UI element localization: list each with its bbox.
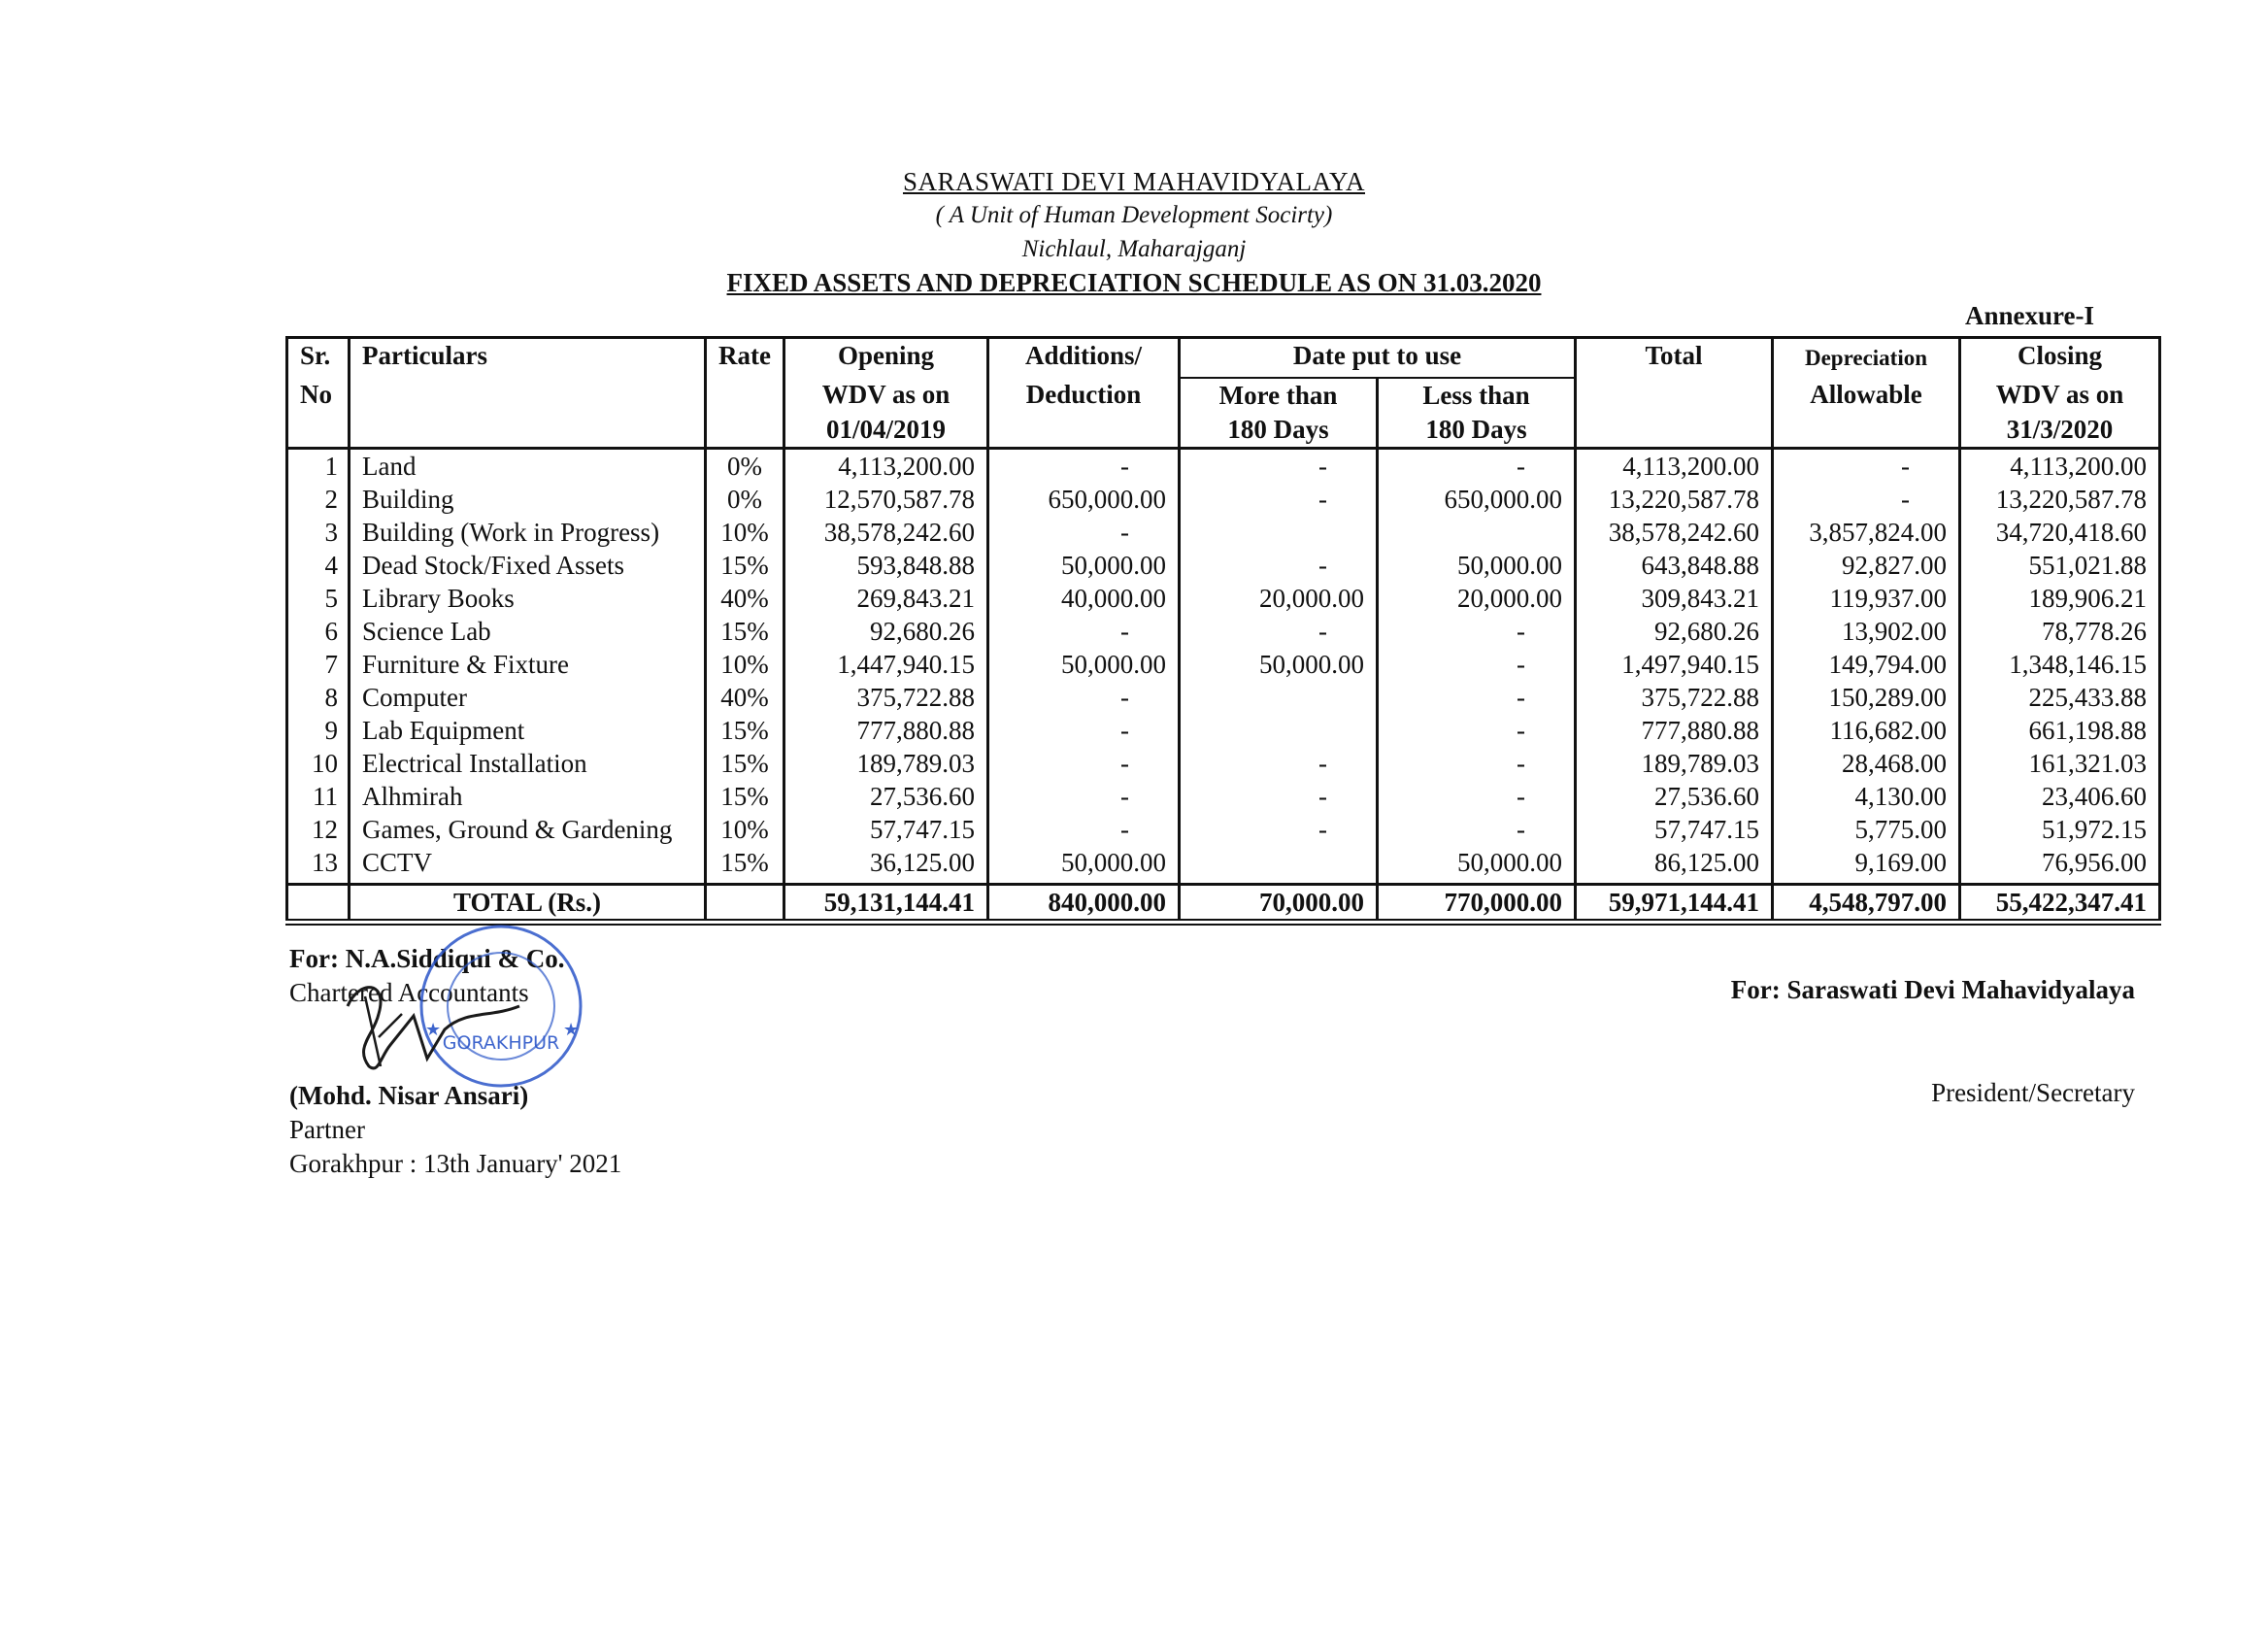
row-particulars: Lab Equipment bbox=[350, 714, 706, 747]
row-total: 86,125.00 bbox=[1575, 846, 1772, 885]
header-less-than: Less than bbox=[1377, 378, 1575, 413]
row-total: 92,680.26 bbox=[1575, 615, 1772, 648]
total-depreciation: 4,548,797.00 bbox=[1772, 885, 1959, 923]
row-more-than-180 bbox=[1179, 516, 1377, 549]
row-rate: 40% bbox=[706, 582, 784, 615]
row-additions: 50,000.00 bbox=[987, 648, 1179, 681]
row-particulars: Computer bbox=[350, 681, 706, 714]
stamp-star-left: ★ bbox=[425, 1020, 442, 1039]
header-rate: Rate bbox=[706, 338, 784, 379]
table-row bbox=[287, 747, 2160, 780]
row-more-than-180 bbox=[1179, 714, 1377, 747]
row-additions: - bbox=[987, 615, 1179, 648]
college-signatory: For: Saraswati Devi Mahavidyalaya bbox=[1730, 975, 2135, 1004]
row-closing-wdv: 4,113,200.00 bbox=[1959, 449, 2159, 484]
row-rate: 15% bbox=[706, 615, 784, 648]
row-opening-wdv: 593,848.88 bbox=[784, 549, 987, 582]
row-depreciation: - bbox=[1772, 449, 1959, 484]
header-rate-blank2 bbox=[706, 413, 784, 449]
header-particulars: Particulars bbox=[350, 338, 706, 379]
row-opening-wdv: 375,722.88 bbox=[784, 681, 987, 714]
row-additions: - bbox=[987, 780, 1179, 813]
row-sr: 4 bbox=[287, 549, 350, 582]
total-additions: 840,000.00 bbox=[987, 885, 1179, 923]
row-opening-wdv: 57,747.15 bbox=[784, 813, 987, 846]
auditor-firm: For: N.A.Siddiqui & Co. bbox=[289, 944, 565, 973]
row-rate: 10% bbox=[706, 648, 784, 681]
auditor-role: Chartered Accountants bbox=[289, 978, 529, 1007]
row-sr: 3 bbox=[287, 516, 350, 549]
org-name: SARASWATI DEVI MAHAVIDYALAYA bbox=[902, 167, 1366, 196]
total-more-than: 70,000.00 bbox=[1179, 885, 1377, 923]
row-depreciation: - bbox=[1772, 483, 1959, 516]
table-row bbox=[287, 714, 2160, 747]
table-row bbox=[287, 846, 2160, 885]
row-additions: - bbox=[987, 681, 1179, 714]
row-rate: 15% bbox=[706, 714, 784, 747]
row-particulars: Library Books bbox=[350, 582, 706, 615]
row-opening-wdv: 777,880.88 bbox=[784, 714, 987, 747]
header-additions: Additions/ bbox=[987, 338, 1179, 379]
row-less-than-180: 50,000.00 bbox=[1377, 549, 1575, 582]
header-total: Total bbox=[1575, 338, 1772, 379]
table-row bbox=[287, 582, 2160, 615]
row-less-than-180: - bbox=[1377, 813, 1575, 846]
row-total: 13,220,587.78 bbox=[1575, 483, 1772, 516]
row-closing-wdv: 189,906.21 bbox=[1959, 582, 2159, 615]
row-more-than-180: - bbox=[1179, 747, 1377, 780]
row-sr: 9 bbox=[287, 714, 350, 747]
row-rate: 15% bbox=[706, 747, 784, 780]
row-additions: 40,000.00 bbox=[987, 582, 1179, 615]
row-additions: - bbox=[987, 813, 1179, 846]
partner-name: (Mohd. Nisar Ansari) bbox=[289, 1081, 529, 1110]
row-opening-wdv: 38,578,242.60 bbox=[784, 516, 987, 549]
row-less-than-180: 650,000.00 bbox=[1377, 483, 1575, 516]
row-opening-wdv: 1,447,940.15 bbox=[784, 648, 987, 681]
row-depreciation: 150,289.00 bbox=[1772, 681, 1959, 714]
row-closing-wdv: 51,972.15 bbox=[1959, 813, 2159, 846]
row-closing-wdv: 1,348,146.15 bbox=[1959, 648, 2159, 681]
row-depreciation: 4,130.00 bbox=[1772, 780, 1959, 813]
row-additions: - bbox=[987, 449, 1179, 484]
row-depreciation: 92,827.00 bbox=[1772, 549, 1959, 582]
row-sr: 13 bbox=[287, 846, 350, 885]
row-more-than-180 bbox=[1179, 846, 1377, 885]
row-less-than-180 bbox=[1377, 516, 1575, 549]
row-less-than-180: - bbox=[1377, 449, 1575, 484]
row-additions: - bbox=[987, 516, 1179, 549]
row-total: 777,880.88 bbox=[1575, 714, 1772, 747]
row-particulars: CCTV bbox=[350, 846, 706, 885]
header-total-blank bbox=[1575, 378, 1772, 413]
row-less-than-180: - bbox=[1377, 714, 1575, 747]
table-row bbox=[287, 615, 2160, 648]
row-depreciation: 119,937.00 bbox=[1772, 582, 1959, 615]
header-closing-line2: WDV as on bbox=[1959, 378, 2159, 413]
header-less-days: 180 Days bbox=[1377, 413, 1575, 449]
row-additions: - bbox=[987, 747, 1179, 780]
row-particulars: Science Lab bbox=[350, 615, 706, 648]
header-additions-line2: Deduction bbox=[987, 378, 1179, 413]
row-sr: 7 bbox=[287, 648, 350, 681]
row-particulars: Furniture & Fixture bbox=[350, 648, 706, 681]
auditor-stamp-and-signature bbox=[320, 921, 621, 1095]
row-sr: 10 bbox=[287, 747, 350, 780]
table-row bbox=[287, 516, 2160, 549]
row-less-than-180: - bbox=[1377, 615, 1575, 648]
row-opening-wdv: 36,125.00 bbox=[784, 846, 987, 885]
stamp-star-right: ★ bbox=[563, 1020, 580, 1039]
header-depreciation-line2: Allowable bbox=[1772, 378, 1959, 413]
row-depreciation: 116,682.00 bbox=[1772, 714, 1959, 747]
total-rate-blank bbox=[706, 885, 784, 923]
row-closing-wdv: 34,720,418.60 bbox=[1959, 516, 2159, 549]
header-sr: Sr. bbox=[287, 338, 350, 379]
total-closing: 55,422,347.41 bbox=[1959, 885, 2159, 923]
row-rate: 10% bbox=[706, 516, 784, 549]
row-particulars: Dead Stock/Fixed Assets bbox=[350, 549, 706, 582]
table-row bbox=[287, 681, 2160, 714]
row-total: 189,789.03 bbox=[1575, 747, 1772, 780]
row-less-than-180: - bbox=[1377, 648, 1575, 681]
row-depreciation: 149,794.00 bbox=[1772, 648, 1959, 681]
header-additions-blank bbox=[987, 413, 1179, 449]
header-particulars-blank2 bbox=[350, 413, 706, 449]
row-particulars: Alhmirah bbox=[350, 780, 706, 813]
header-depreciation: Depreciation bbox=[1772, 338, 1959, 379]
annexure-label: Annexure-I bbox=[1965, 301, 2095, 330]
row-rate: 15% bbox=[706, 549, 784, 582]
row-closing-wdv: 551,021.88 bbox=[1959, 549, 2159, 582]
row-opening-wdv: 4,113,200.00 bbox=[784, 449, 987, 484]
row-total: 38,578,242.60 bbox=[1575, 516, 1772, 549]
row-rate: 15% bbox=[706, 780, 784, 813]
total-less-than: 770,000.00 bbox=[1377, 885, 1575, 923]
row-less-than-180: - bbox=[1377, 681, 1575, 714]
place-date: Gorakhpur : 13th January' 2021 bbox=[289, 1149, 622, 1178]
header-rate-blank bbox=[706, 378, 784, 413]
org-location: Nichlaul, Maharajganj bbox=[1021, 236, 1247, 262]
row-particulars: Games, Ground & Gardening bbox=[350, 813, 706, 846]
row-closing-wdv: 225,433.88 bbox=[1959, 681, 2159, 714]
row-more-than-180: - bbox=[1179, 549, 1377, 582]
college-signatory-title: President/Secretary bbox=[1931, 1078, 2135, 1107]
total-opening: 59,131,144.41 bbox=[784, 885, 987, 923]
row-additions: - bbox=[987, 714, 1179, 747]
header-opening-line3: 01/04/2019 bbox=[784, 413, 987, 449]
row-total: 57,747.15 bbox=[1575, 813, 1772, 846]
row-particulars: Building (Work in Progress) bbox=[350, 516, 706, 549]
stamp-city: GORAKHPUR bbox=[442, 1032, 560, 1054]
header-opening: Opening bbox=[784, 338, 987, 379]
row-additions: 650,000.00 bbox=[987, 483, 1179, 516]
row-more-than-180 bbox=[1179, 681, 1377, 714]
row-total: 4,113,200.00 bbox=[1575, 449, 1772, 484]
row-closing-wdv: 78,778.26 bbox=[1959, 615, 2159, 648]
row-opening-wdv: 269,843.21 bbox=[784, 582, 987, 615]
table-row bbox=[287, 813, 2160, 846]
row-more-than-180: - bbox=[1179, 615, 1377, 648]
row-total: 309,843.21 bbox=[1575, 582, 1772, 615]
row-depreciation: 3,857,824.00 bbox=[1772, 516, 1959, 549]
row-closing-wdv: 161,321.03 bbox=[1959, 747, 2159, 780]
table-row bbox=[287, 549, 2160, 582]
row-less-than-180: - bbox=[1377, 780, 1575, 813]
row-closing-wdv: 13,220,587.78 bbox=[1959, 483, 2159, 516]
row-less-than-180: 20,000.00 bbox=[1377, 582, 1575, 615]
row-more-than-180: - bbox=[1179, 780, 1377, 813]
header-sr-line2: No bbox=[287, 378, 350, 413]
row-depreciation: 13,902.00 bbox=[1772, 615, 1959, 648]
row-sr: 2 bbox=[287, 483, 350, 516]
header-more-days: 180 Days bbox=[1179, 413, 1377, 449]
row-sr: 1 bbox=[287, 449, 350, 484]
row-opening-wdv: 27,536.60 bbox=[784, 780, 987, 813]
row-closing-wdv: 661,198.88 bbox=[1959, 714, 2159, 747]
schedule-title: FIXED ASSETS AND DEPRECIATION SCHEDULE AS ON 31.03.2020 bbox=[726, 268, 1542, 297]
header-total-blank2 bbox=[1575, 413, 1772, 449]
total-label: TOTAL (Rs.) bbox=[350, 885, 706, 923]
row-closing-wdv: 23,406.60 bbox=[1959, 780, 2159, 813]
row-total: 643,848.88 bbox=[1575, 549, 1772, 582]
row-sr: 12 bbox=[287, 813, 350, 846]
row-total: 27,536.60 bbox=[1575, 780, 1772, 813]
row-more-than-180: 20,000.00 bbox=[1179, 582, 1377, 615]
row-total: 375,722.88 bbox=[1575, 681, 1772, 714]
row-opening-wdv: 189,789.03 bbox=[784, 747, 987, 780]
row-depreciation: 28,468.00 bbox=[1772, 747, 1959, 780]
header-closing: Closing bbox=[1959, 338, 2159, 379]
table-row bbox=[287, 483, 2160, 516]
row-rate: 0% bbox=[706, 449, 784, 484]
table-row bbox=[287, 780, 2160, 813]
row-sr: 11 bbox=[287, 780, 350, 813]
header-sr-blank bbox=[287, 413, 350, 449]
row-sr: 6 bbox=[287, 615, 350, 648]
row-closing-wdv: 76,956.00 bbox=[1959, 846, 2159, 885]
row-more-than-180: 50,000.00 bbox=[1179, 648, 1377, 681]
row-more-than-180: - bbox=[1179, 813, 1377, 846]
header-date-put-to-use: Date put to use bbox=[1179, 338, 1575, 379]
row-rate: 10% bbox=[706, 813, 784, 846]
row-additions: 50,000.00 bbox=[987, 549, 1179, 582]
partner-title: Partner bbox=[289, 1115, 365, 1144]
header-opening-line2: WDV as on bbox=[784, 378, 987, 413]
row-sr: 5 bbox=[287, 582, 350, 615]
row-particulars: Land bbox=[350, 449, 706, 484]
row-less-than-180: - bbox=[1377, 747, 1575, 780]
header-more-than: More than bbox=[1179, 378, 1377, 413]
row-depreciation: 5,775.00 bbox=[1772, 813, 1959, 846]
row-more-than-180: - bbox=[1179, 483, 1377, 516]
row-sr: 8 bbox=[287, 681, 350, 714]
table-row bbox=[287, 449, 2160, 484]
row-total: 1,497,940.15 bbox=[1575, 648, 1772, 681]
total-sr-blank bbox=[287, 885, 350, 923]
row-opening-wdv: 92,680.26 bbox=[784, 615, 987, 648]
total-total: 59,971,144.41 bbox=[1575, 885, 1772, 923]
row-less-than-180: 50,000.00 bbox=[1377, 846, 1575, 885]
row-particulars: Building bbox=[350, 483, 706, 516]
header-closing-line3: 31/3/2020 bbox=[1959, 413, 2159, 449]
row-more-than-180: - bbox=[1179, 449, 1377, 484]
row-rate: 0% bbox=[706, 483, 784, 516]
row-particulars: Electrical Installation bbox=[350, 747, 706, 780]
row-rate: 40% bbox=[706, 681, 784, 714]
row-opening-wdv: 12,570,587.78 bbox=[784, 483, 987, 516]
stamp-outer-ring bbox=[421, 927, 581, 1086]
row-rate: 15% bbox=[706, 846, 784, 885]
depreciation-schedule-table bbox=[285, 336, 2161, 926]
row-depreciation: 9,169.00 bbox=[1772, 846, 1959, 885]
org-unit: ( A Unit of Human Development Socirty) bbox=[935, 202, 1333, 228]
table-row bbox=[287, 648, 2160, 681]
row-additions: 50,000.00 bbox=[987, 846, 1179, 885]
header-depreciation-blank bbox=[1772, 413, 1959, 449]
header-particulars-blank bbox=[350, 378, 706, 413]
